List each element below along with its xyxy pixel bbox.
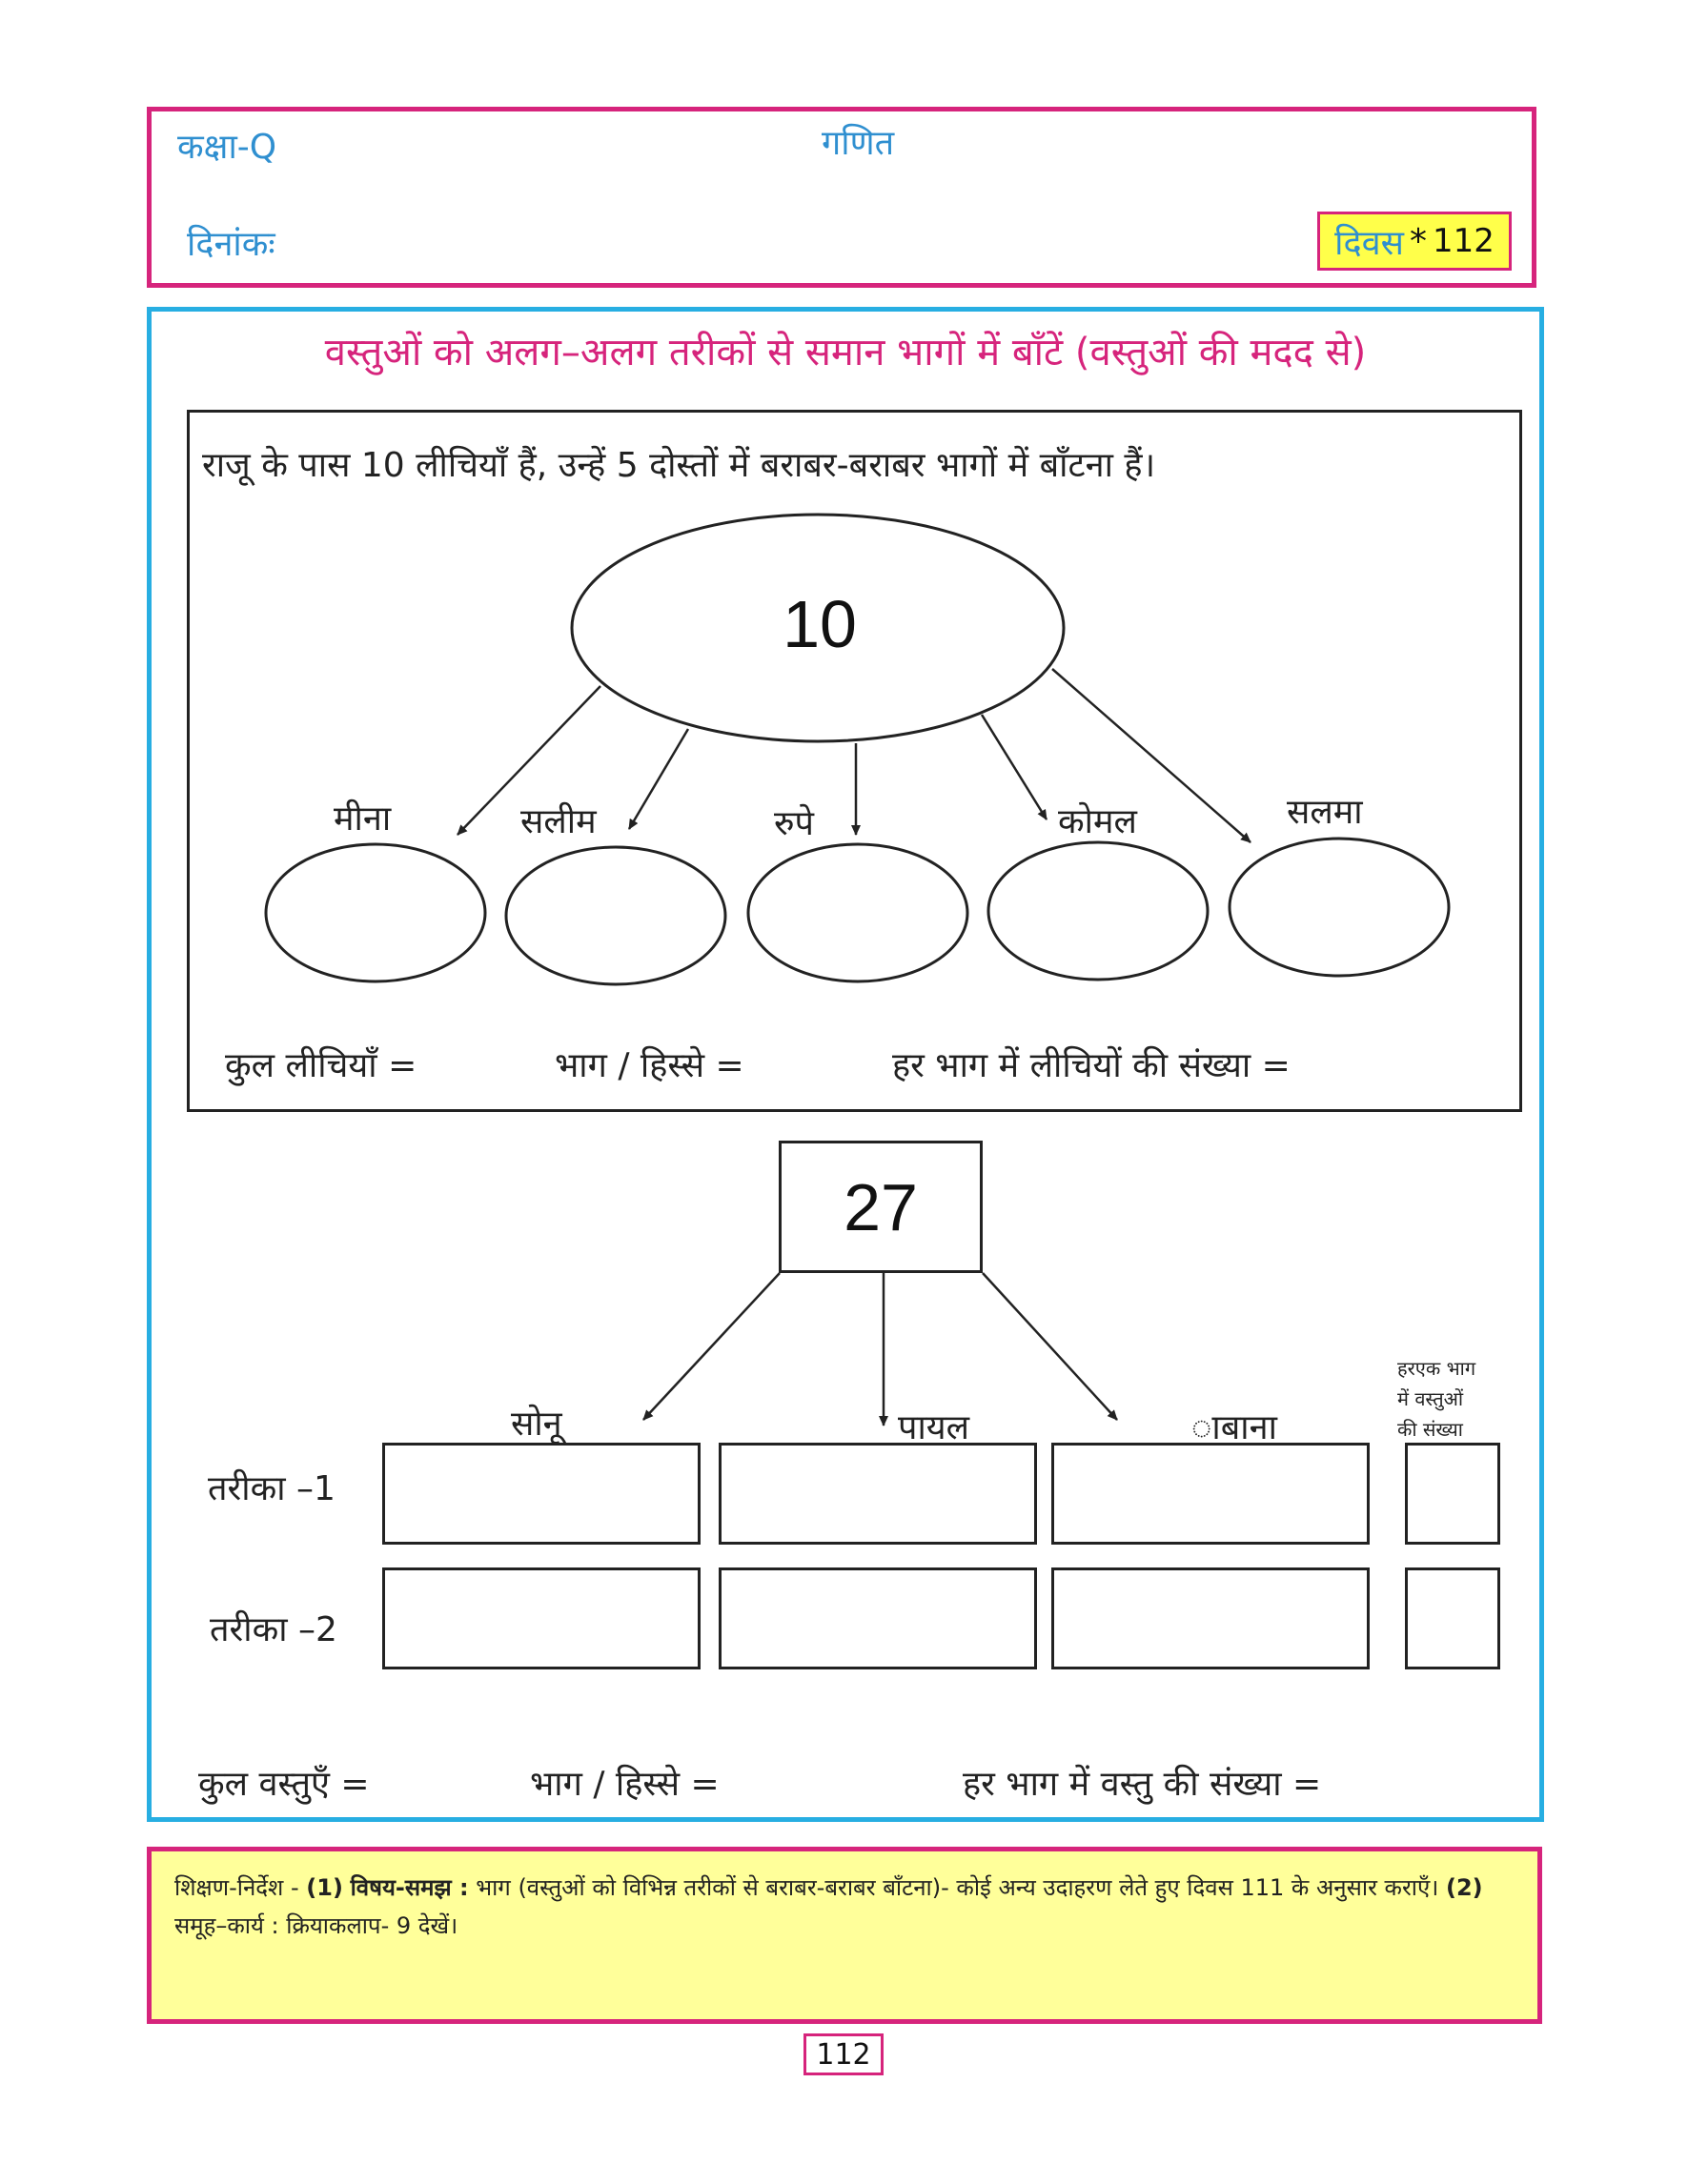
total-value-10: 10 <box>783 587 857 661</box>
each-label-line-3: की संख्या <box>1397 1418 1463 1441</box>
method-2-label: तरीका –2 <box>210 1610 337 1649</box>
day-mark: * <box>1409 221 1427 261</box>
method-2-payal-box[interactable] <box>719 1567 1037 1669</box>
method-1-sonu-box[interactable] <box>382 1443 701 1545</box>
subject-title: गणित <box>822 124 895 163</box>
friend-name-meena: मीना <box>334 799 392 839</box>
each-label-line-1: हरएक भाग <box>1397 1357 1476 1380</box>
friend-ellipse-komal <box>988 842 1208 980</box>
day-label: दिवस <box>1334 223 1404 263</box>
teaching-instruction-box <box>147 1847 1542 2024</box>
instruction-item2-number: (2) <box>1445 1874 1483 1901</box>
problem-1-statement: राजू के पास 10 लीचियाँ हैं, उन्हें 5 दोस्तों में बराबर-बराबर भागों में बाँटना हैं। <box>202 446 1156 485</box>
instruction-item1-number: (1) <box>306 1874 343 1901</box>
page-number: 112 <box>803 2033 884 2075</box>
arrow-to-saleem <box>629 729 688 829</box>
instruction-item1-heading: विषय-समझ : <box>350 1874 469 1901</box>
each-part-count-label <box>1397 1353 1475 1445</box>
each-label-line-2: में वस्तुओं <box>1397 1387 1464 1410</box>
person-name-sonu: सोनू <box>511 1405 562 1444</box>
friend-name-salma: सलमा <box>1287 793 1363 832</box>
arrow-to-third-person <box>983 1273 1117 1420</box>
method-1-third-box[interactable] <box>1051 1443 1370 1545</box>
method-2-each-count-box[interactable] <box>1405 1567 1500 1669</box>
total-value-27: 27 <box>844 1169 918 1244</box>
date-label: दिनांकः <box>187 225 275 264</box>
arrow-to-komal <box>982 715 1047 819</box>
method-1-each-count-box[interactable] <box>1405 1443 1500 1545</box>
friend-ellipse-rupe <box>748 844 967 981</box>
parts-label-1: भाग / हिस्से = <box>555 1046 744 1085</box>
class-label: कक्षा-Q <box>177 128 277 167</box>
parts-label-2: भाग / हिस्से = <box>530 1765 720 1804</box>
total-items-label: कुल वस्तुएँ = <box>198 1765 370 1804</box>
instruction-prefix: शिक्षण-निर्देश - <box>174 1874 299 1901</box>
total-box-27 <box>779 1141 983 1273</box>
instruction-item1-text: भाग (वस्तुओं को विभिन्न तरीकों से बराबर-बराबर बाँटना)- कोई अन्य उदाहरण लेते हुए दिवस 111 के अनुसार कराएँ। <box>476 1874 1439 1901</box>
friend-ellipse-salma <box>1230 839 1449 976</box>
person-name-third: ाबाना <box>1191 1408 1277 1447</box>
method-2-third-box[interactable] <box>1051 1567 1370 1669</box>
per-part-label-2: हर भाग में वस्तु की संख्या = <box>963 1765 1322 1804</box>
friend-ellipse-meena <box>266 844 485 981</box>
friend-name-saleem: सलीम <box>520 802 597 841</box>
method-2-sonu-box[interactable] <box>382 1567 701 1669</box>
per-part-label-1: हर भाग में लीचियों की संख्या = <box>892 1046 1291 1085</box>
method-1-label: तरीका –1 <box>208 1469 336 1508</box>
method-1-payal-box[interactable] <box>719 1443 1037 1545</box>
friend-name-komal: कोमल <box>1058 802 1137 841</box>
person-name-payal: पायल <box>898 1408 970 1447</box>
friend-name-rupe: रुपे <box>774 804 814 843</box>
instruction-item2-text: समूह–कार्य : क्रियाकलाप- 9 देखें। <box>174 1912 458 1939</box>
total-lichi-label: कुल लीचियाँ = <box>225 1046 417 1085</box>
section-title: वस्तुओं को अलग–अलग तरीकों से समान भागों में बाँटें (वस्तुओं की मदद से) <box>324 331 1367 374</box>
friend-ellipse-saleem <box>506 847 725 984</box>
day-number: 112 <box>1432 222 1495 260</box>
arrow-to-sonu <box>643 1273 780 1420</box>
